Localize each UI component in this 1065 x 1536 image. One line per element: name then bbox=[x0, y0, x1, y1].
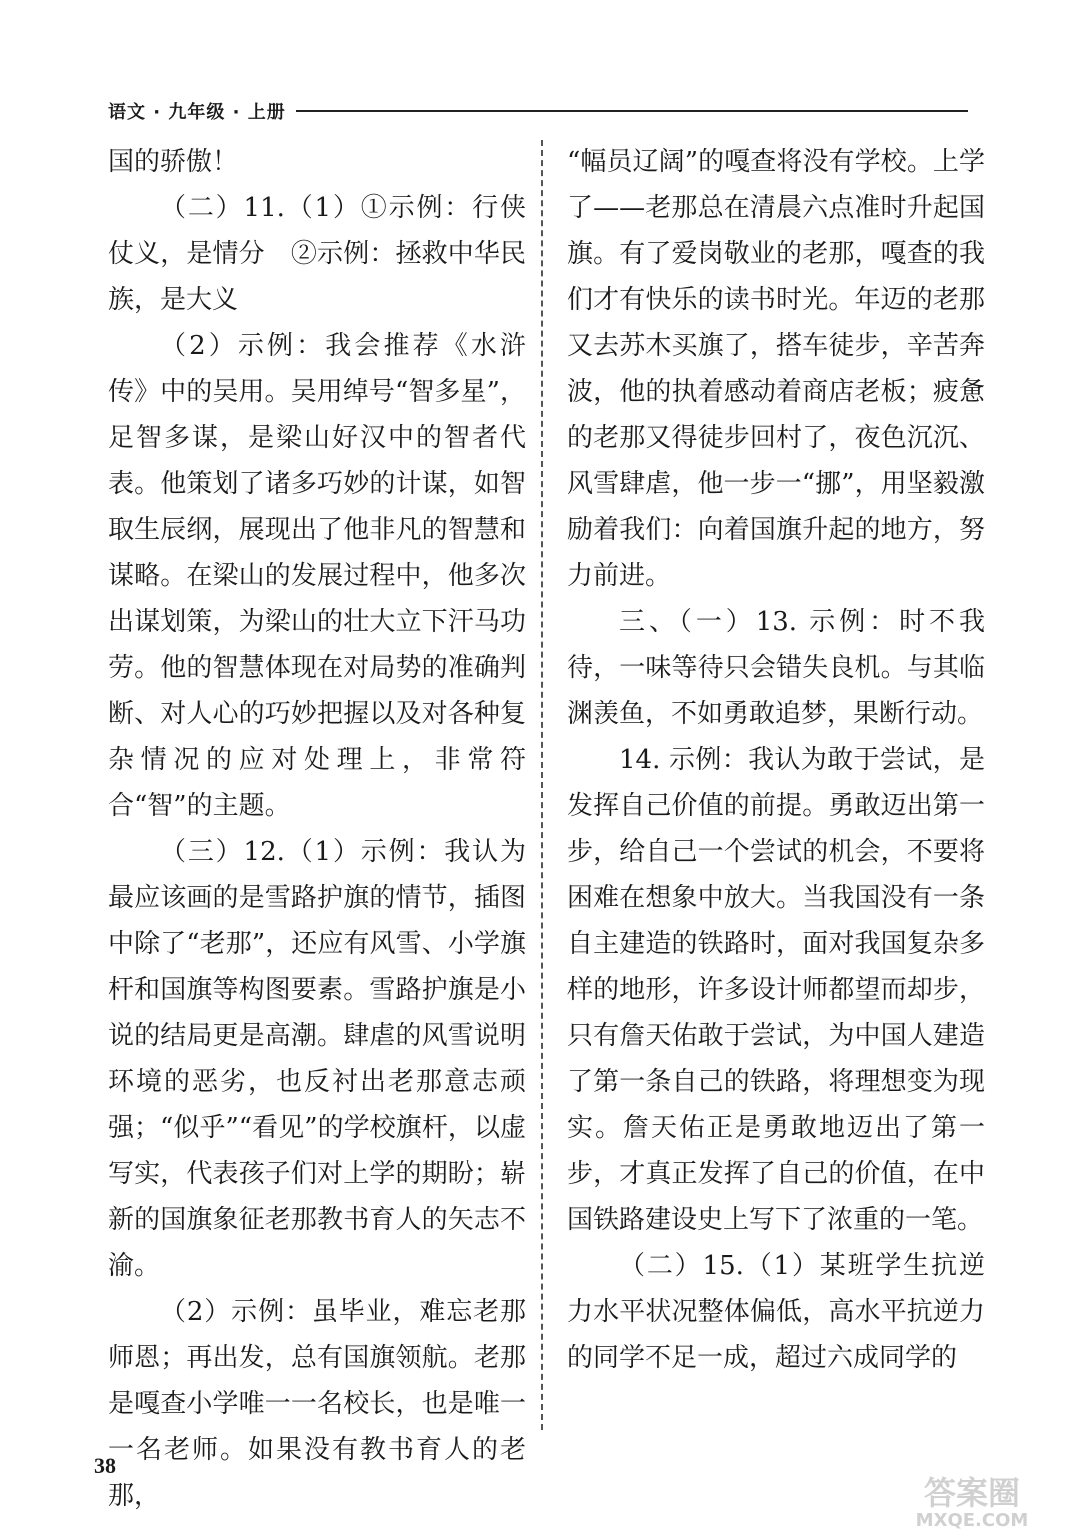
paragraph: 三、（一）13. 示例：时不我待，一味等待只会错失良机。与其临渊羡鱼，不如勇敢追梦，果断行动。 bbox=[567, 607, 985, 729]
paragraph: （2）示例：我会推荐《水浒传》中的吴用。吴用绰号“智多星”，足智多谋，是梁山好汉中的智者代表。他策划了诸多巧妙的计谋，如智取生辰纲，展现出了他非凡的智慧和谋略。在梁山的发展过程中，他多次出谋划策，为梁山的壮大立下汗马功劳。他的智慧体现在对局势的准确判断、对人心的巧妙把握以及对各种复杂情况的应对处理上，非常符合“智”的主题。 bbox=[108, 331, 526, 821]
paragraph: 14. 示例：我认为敢于尝试，是发挥自己价值的前提。勇敢迈出第一步，给自己一个尝试的机会，不要将困难在想象中放大。当我国没有一条自主建造的铁路时，面对我国复杂多样的地形，许多设计师都望而却步，只有詹天佑敢于尝试，为中国人建造了第一条自己的铁路，将理想变为现实。詹天佑正是勇敢地迈出了第一步，才真正发挥了自己的价值，在中国铁路建设史上写下了浓重的一笔。 bbox=[567, 745, 985, 1235]
left-column bbox=[108, 139, 526, 1519]
paragraph: （2）示例：虽毕业，难忘老那师恩；再出发，总有国旗领航。老那是嘎查小学唯一一名校长，也是唯一一名老师。如果没有教书育人的老那， bbox=[108, 1297, 526, 1511]
column-divider bbox=[541, 140, 543, 1430]
running-header-title: 语文 · 九年级 · 上册 bbox=[108, 102, 286, 123]
paragraph: 国的骄傲！ bbox=[108, 147, 239, 177]
right-column bbox=[567, 139, 985, 1381]
paragraph: （二）11.（1）①示例：行侠仗义，是情分 ②示例：拯救中华民族，是大义 bbox=[108, 193, 526, 315]
paragraph: （二）15.（1）某班学生抗逆力水平状况整体偏低，高水平抗逆力的同学不足一成，超过六成同学的 bbox=[567, 1251, 985, 1373]
header-rule bbox=[296, 110, 968, 112]
paragraph: （三）12.（1）示例：我认为最应该画的是雪路护旗的情节，插图中除了“老那”，还应有风雪、小学旗杆和国旗等构图要素。雪路护旗是小说的结局更是高潮。肆虐的风雪说明环境的恶劣，也反衬出老那意志顽强；“似乎”“看见”的学校旗杆，以虚写实，代表孩子们对上学的期盼；崭新的国旗象征老那教书育人的矢志不渝。 bbox=[108, 837, 526, 1281]
page-number: 38 bbox=[94, 1453, 116, 1478]
watermark-logo bbox=[892, 1470, 1052, 1530]
watermark-text-cn: 答案圈 bbox=[923, 1474, 1021, 1512]
watermark-text-en: MXQE.COM bbox=[915, 1510, 1029, 1530]
page-header bbox=[108, 96, 968, 126]
paragraph: “幅员辽阔”的嘎查将没有学校。上学了——老那总在清晨六点准时升起国旗。有了爱岗敬业的老那，嘎查的我们才有快乐的读书时光。年迈的老那又去苏木买旗了，搭车徒步，辛苦奔波，他的执着感动着商店老板；疲惫的老那又得徒步回村了，夜色沉沉、风雪肆虐，他一步一“挪”，用坚毅激励着我们：向着国旗升起的地方，努力前进。 bbox=[567, 147, 985, 591]
